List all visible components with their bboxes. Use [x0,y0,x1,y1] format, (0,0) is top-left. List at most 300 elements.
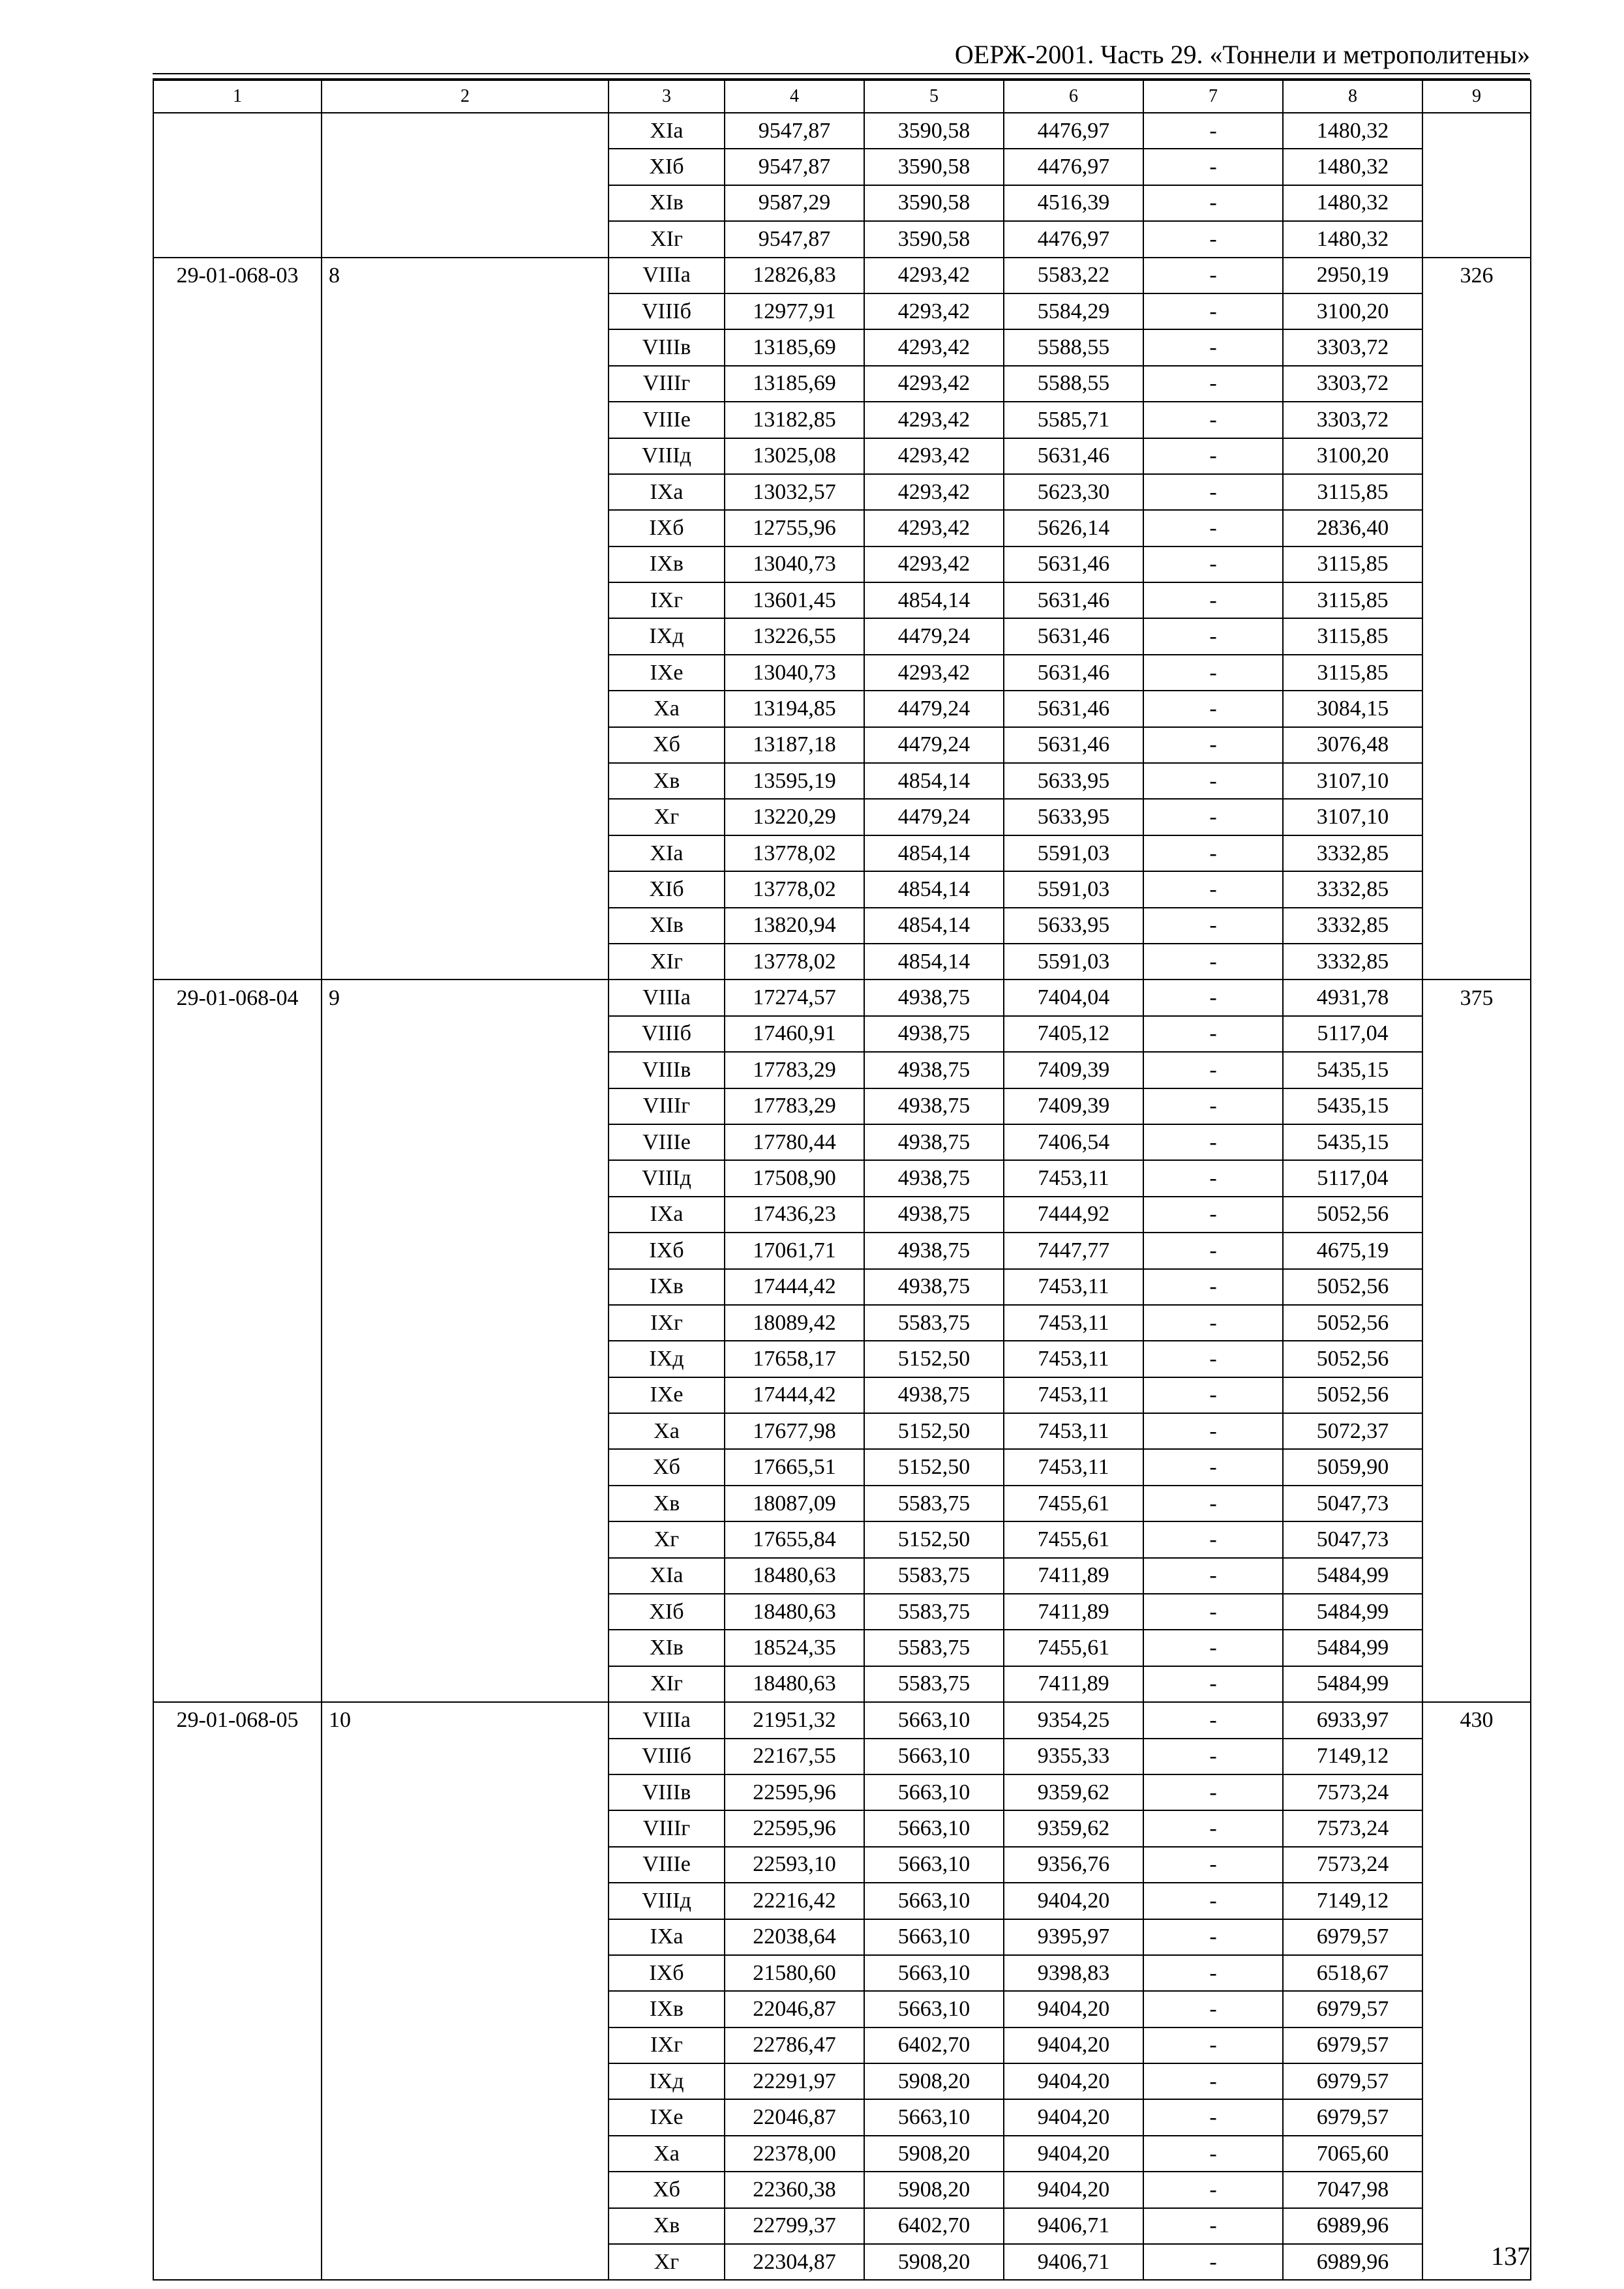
column-number: 3 [609,80,725,113]
code-cell [153,1774,322,1810]
number-cell [322,618,609,654]
value-cell: 17780,44 [725,1124,864,1160]
number-cell [322,1883,609,1919]
value-cell: - [1143,1052,1283,1088]
variant-cell: XIг [609,221,725,257]
number-cell [322,1810,609,1846]
value-cell: 17274,57 [725,980,864,1015]
table-row [153,1052,1531,1088]
value-cell: 5152,50 [864,1449,1004,1485]
number-cell [322,1016,609,1052]
extra-cell [1422,2136,1531,2172]
variant-cell: Xб [609,727,725,763]
variant-cell: IXд [609,618,725,654]
value-cell: 6518,67 [1283,1955,1422,1991]
table-row [153,1305,1531,1341]
value-cell: 5663,10 [864,1883,1004,1919]
value-cell: 6989,96 [1283,2244,1422,2280]
value-cell: 22038,64 [725,1919,864,1955]
code-cell [153,1955,322,1991]
code-cell: 29-01-068-04 [153,980,322,1015]
code-cell [153,293,322,329]
value-cell: - [1143,258,1283,293]
code-cell: 29-01-068-03 [153,258,322,293]
table-row [153,2172,1531,2207]
value-cell: 5484,99 [1283,1630,1422,1666]
value-cell: 7573,24 [1283,1847,1422,1883]
variant-cell: VIIIд [609,438,725,474]
value-cell: 4854,14 [864,908,1004,944]
value-cell: 7411,89 [1004,1666,1143,1702]
variant-cell: XIг [609,944,725,980]
value-cell: 3084,15 [1283,691,1422,726]
value-cell: 3076,48 [1283,727,1422,763]
extra-cell [1422,2208,1531,2244]
number-cell: 10 [322,1702,609,1738]
number-cell [322,1630,609,1666]
table-row [153,618,1531,654]
value-cell: 17436,23 [725,1197,864,1233]
value-cell: 5584,29 [1004,293,1143,329]
value-cell: - [1143,1124,1283,1160]
variant-cell: VIIIг [609,1088,725,1124]
value-cell: 5631,46 [1004,618,1143,654]
value-cell: 7455,61 [1004,1486,1143,1521]
number-cell [322,1233,609,1268]
value-cell: 7455,61 [1004,1521,1143,1557]
value-cell: 17665,51 [725,1449,864,1485]
table-row [153,293,1531,329]
value-cell: 5631,46 [1004,691,1143,726]
variant-cell: Xа [609,1413,725,1449]
value-cell: 4938,75 [864,1160,1004,1196]
number-cell [322,1197,609,1233]
value-cell: 4938,75 [864,980,1004,1015]
extra-cell [1422,944,1531,980]
variant-cell: Xб [609,1449,725,1485]
value-cell: - [1143,1774,1283,1810]
value-cell: 22167,55 [725,1739,864,1774]
number-cell [322,1666,609,1702]
value-cell: 5588,55 [1004,329,1143,365]
value-cell: - [1143,1558,1283,1594]
table-row [153,1449,1531,1485]
value-cell: 5583,75 [864,1594,1004,1630]
variant-cell: IXд [609,2063,725,2099]
number-cell: 8 [322,258,609,293]
value-cell: 4938,75 [864,1088,1004,1124]
number-cell [322,2099,609,2135]
extra-cell [1422,1341,1531,1377]
value-cell: 9406,71 [1004,2208,1143,2244]
value-cell: - [1143,2099,1283,2135]
code-cell [153,1810,322,1846]
value-cell: 7573,24 [1283,1774,1422,1810]
extra-cell [1422,1486,1531,1521]
variant-cell: XIа [609,113,725,149]
table-row [153,1666,1531,1702]
variant-cell: XIа [609,835,725,871]
value-cell: 5052,56 [1283,1341,1422,1377]
value-cell: 3107,10 [1283,799,1422,835]
code-cell [153,799,322,835]
variant-cell: Xб [609,2172,725,2207]
value-cell: 5152,50 [864,1413,1004,1449]
value-cell: 5908,20 [864,2244,1004,2280]
table-row [153,1774,1531,1810]
variant-cell: IXг [609,1305,725,1341]
extra-cell [1422,2063,1531,2099]
extra-cell [1422,2099,1531,2135]
column-number: 1 [153,80,322,113]
table-row [153,1233,1531,1268]
value-cell: 7149,12 [1283,1739,1422,1774]
code-cell [153,835,322,871]
value-cell: 5631,46 [1004,655,1143,691]
extra-cell [1422,1666,1531,1702]
extra-cell [1422,799,1531,835]
value-cell: 7406,54 [1004,1124,1143,1160]
variant-cell: VIIIв [609,329,725,365]
value-cell: 18524,35 [725,1630,864,1666]
value-cell: 9355,33 [1004,1739,1143,1774]
value-cell: 22216,42 [725,1883,864,1919]
number-cell [322,655,609,691]
table-row [153,1955,1531,1991]
number-cell [322,221,609,257]
table-row [153,763,1531,799]
variant-cell: Xг [609,2244,725,2280]
table-row [153,1630,1531,1666]
value-cell: 18480,63 [725,1666,864,1702]
variant-cell: VIIIв [609,1052,725,1088]
table-row [153,1341,1531,1377]
variant-cell: VIIIд [609,1883,725,1919]
value-cell: 4938,75 [864,1197,1004,1233]
value-cell: 5585,71 [1004,402,1143,438]
code-cell [153,2244,322,2280]
variant-cell: VIIIб [609,1739,725,1774]
column-number: 8 [1283,80,1422,113]
value-cell: 13040,73 [725,655,864,691]
value-cell: - [1143,1341,1283,1377]
value-cell: 9356,76 [1004,1847,1143,1883]
table-row [153,1269,1531,1305]
value-cell: 5623,30 [1004,474,1143,510]
value-cell: - [1143,763,1283,799]
value-cell: 7409,39 [1004,1088,1143,1124]
value-cell: - [1143,835,1283,871]
value-cell: - [1143,2244,1283,2280]
table-row [153,1594,1531,1630]
value-cell: 4938,75 [864,1269,1004,1305]
extra-cell [1422,691,1531,726]
table-row [153,149,1531,185]
code-cell [153,1486,322,1521]
code-cell [153,1088,322,1124]
value-cell: 5583,22 [1004,258,1143,293]
number-cell [322,1521,609,1557]
value-cell: 13187,18 [725,727,864,763]
value-cell: 4854,14 [864,763,1004,799]
value-cell: 5059,90 [1283,1449,1422,1485]
value-cell: - [1143,113,1283,149]
value-cell: 5588,55 [1004,366,1143,402]
value-cell: - [1143,1233,1283,1268]
number-cell [322,1919,609,1955]
extra-cell [1422,185,1531,221]
code-cell [153,618,322,654]
value-cell: 5591,03 [1004,944,1143,980]
value-cell: - [1143,944,1283,980]
column-number-row [153,80,1531,113]
variant-cell: XIв [609,185,725,221]
code-cell [153,1197,322,1233]
table-row [153,2136,1531,2172]
value-cell: 3590,58 [864,185,1004,221]
table-row [153,329,1531,365]
value-cell: 22595,96 [725,1774,864,1810]
value-cell: 4476,97 [1004,149,1143,185]
value-cell: 4854,14 [864,944,1004,980]
variant-cell: Xа [609,691,725,726]
variant-cell: Xа [609,2136,725,2172]
value-cell: 5591,03 [1004,835,1143,871]
code-cell [153,2099,322,2135]
value-cell: 13820,94 [725,908,864,944]
table-row [153,1124,1531,1160]
value-cell: 5631,46 [1004,582,1143,618]
code-cell [153,1739,322,1774]
value-cell: 22046,87 [725,2099,864,2135]
column-number: 2 [322,80,609,113]
extra-cell [1422,438,1531,474]
value-cell: 7444,92 [1004,1197,1143,1233]
value-cell: - [1143,2208,1283,2244]
value-cell: 5663,10 [864,1702,1004,1738]
value-cell: - [1143,1413,1283,1449]
code-cell [153,1630,322,1666]
extra-cell [1422,1883,1531,1919]
extra-cell [1422,1016,1531,1052]
variant-cell: IXд [609,1341,725,1377]
table-row [153,510,1531,546]
table-row [153,727,1531,763]
column-number: 6 [1004,80,1143,113]
table-row [153,1521,1531,1557]
value-cell: 9547,87 [725,113,864,149]
value-cell: 9404,20 [1004,2172,1143,2207]
variant-cell: IXб [609,1955,725,1991]
value-cell: 5047,73 [1283,1486,1422,1521]
value-cell: - [1143,1449,1283,1485]
column-number: 5 [864,80,1004,113]
extra-cell [1422,1233,1531,1268]
value-cell: 13778,02 [725,871,864,907]
number-cell [322,1486,609,1521]
table-row [153,799,1531,835]
value-cell: 4516,39 [1004,185,1143,221]
table-row [153,1919,1531,1955]
variant-cell: XIв [609,908,725,944]
table-row [153,1088,1531,1124]
extra-cell [1422,366,1531,402]
table-row [153,908,1531,944]
value-cell: 5152,50 [864,1521,1004,1557]
number-cell [322,1341,609,1377]
extra-cell [1422,1449,1531,1485]
extra-cell [1422,1413,1531,1449]
value-cell: 9404,20 [1004,2063,1143,2099]
value-cell: 13194,85 [725,691,864,726]
value-cell: - [1143,1269,1283,1305]
extra-cell [1422,1774,1531,1810]
column-number: 9 [1422,80,1531,113]
number-cell [322,438,609,474]
value-cell: 13595,19 [725,763,864,799]
value-cell: 5663,10 [864,1919,1004,1955]
code-cell [153,1269,322,1305]
value-cell: - [1143,1521,1283,1557]
code-cell [153,944,322,980]
extra-cell [1422,1377,1531,1413]
value-cell: 3590,58 [864,113,1004,149]
value-cell: 12755,96 [725,510,864,546]
variant-cell: IXа [609,1919,725,1955]
value-cell: 5631,46 [1004,546,1143,582]
value-cell: 18480,63 [725,1594,864,1630]
extra-cell [1422,1955,1531,1991]
value-cell: 13185,69 [725,366,864,402]
extra-cell [1422,835,1531,871]
extra-cell [1422,474,1531,510]
number-cell [322,1088,609,1124]
value-cell: 7404,04 [1004,980,1143,1015]
code-cell [153,185,322,221]
code-cell [153,691,322,726]
number-cell [322,1305,609,1341]
extra-cell: 430 [1422,1702,1531,1738]
value-cell: - [1143,2063,1283,2099]
value-cell: - [1143,546,1283,582]
variant-cell: IXа [609,474,725,510]
value-cell: 17655,84 [725,1521,864,1557]
value-cell: 4854,14 [864,871,1004,907]
value-cell: 17460,91 [725,1016,864,1052]
number-cell [322,474,609,510]
extra-cell [1422,763,1531,799]
number-cell [322,402,609,438]
variant-cell: VIIIа [609,258,725,293]
value-cell: 9404,20 [1004,2136,1143,2172]
extra-cell [1422,871,1531,907]
value-cell: 2950,19 [1283,258,1422,293]
value-cell: - [1143,2027,1283,2063]
variant-cell: XIб [609,871,725,907]
table-row [153,2099,1531,2135]
number-cell [322,1413,609,1449]
table-row [153,582,1531,618]
extra-cell [1422,727,1531,763]
table-row [153,944,1531,980]
table-row [153,474,1531,510]
value-cell: 7455,61 [1004,1630,1143,1666]
value-cell: 3332,85 [1283,871,1422,907]
value-cell: 9404,20 [1004,2099,1143,2135]
value-cell: 4293,42 [864,546,1004,582]
value-cell: 9404,20 [1004,1883,1143,1919]
value-cell: - [1143,1630,1283,1666]
value-cell: 7453,11 [1004,1377,1143,1413]
value-cell: - [1143,293,1283,329]
value-cell: 5583,75 [864,1486,1004,1521]
variant-cell: Xг [609,799,725,835]
variant-cell: IXа [609,1197,725,1233]
table-row [153,1847,1531,1883]
value-cell: 5663,10 [864,1739,1004,1774]
value-cell: 13226,55 [725,618,864,654]
rates-table [153,80,1531,2281]
value-cell: 9547,87 [725,221,864,257]
number-cell [322,1449,609,1485]
extra-cell [1422,1991,1531,2027]
extra-cell [1422,113,1531,149]
value-cell: 22786,47 [725,2027,864,2063]
value-cell: 6979,57 [1283,1991,1422,2027]
value-cell: 4293,42 [864,438,1004,474]
value-cell: 7453,11 [1004,1449,1143,1485]
value-cell: 7411,89 [1004,1558,1143,1594]
number-cell [322,366,609,402]
value-cell: 4293,42 [864,293,1004,329]
number-cell [322,871,609,907]
table-row [153,980,1531,1015]
code-cell [153,2063,322,2099]
value-cell: 5072,37 [1283,1413,1422,1449]
variant-cell: VIIIб [609,1016,725,1052]
value-cell: 18087,09 [725,1486,864,1521]
value-cell: 3100,20 [1283,293,1422,329]
variant-cell: VIIIг [609,1810,725,1846]
number-cell [322,1377,609,1413]
value-cell: 7573,24 [1283,1810,1422,1846]
value-cell: 12977,91 [725,293,864,329]
number-cell [322,185,609,221]
value-cell: 4938,75 [864,1124,1004,1160]
extra-cell [1422,1521,1531,1557]
extra-cell [1422,149,1531,185]
extra-cell [1422,1739,1531,1774]
table-row [153,2063,1531,2099]
value-cell: 21951,32 [725,1702,864,1738]
extra-cell [1422,582,1531,618]
value-cell: 4938,75 [864,1233,1004,1268]
table-row [153,221,1531,257]
table-row [153,1558,1531,1594]
value-cell: 6933,97 [1283,1702,1422,1738]
value-cell: - [1143,474,1283,510]
variant-cell: XIб [609,149,725,185]
code-cell [153,1883,322,1919]
value-cell: 9404,20 [1004,1991,1143,2027]
extra-cell [1422,618,1531,654]
table-row [153,258,1531,293]
table-row [153,2027,1531,2063]
code-cell [153,366,322,402]
value-cell: 9359,62 [1004,1810,1143,1846]
variant-cell: XIа [609,1558,725,1594]
value-cell: 5663,10 [864,1991,1004,2027]
